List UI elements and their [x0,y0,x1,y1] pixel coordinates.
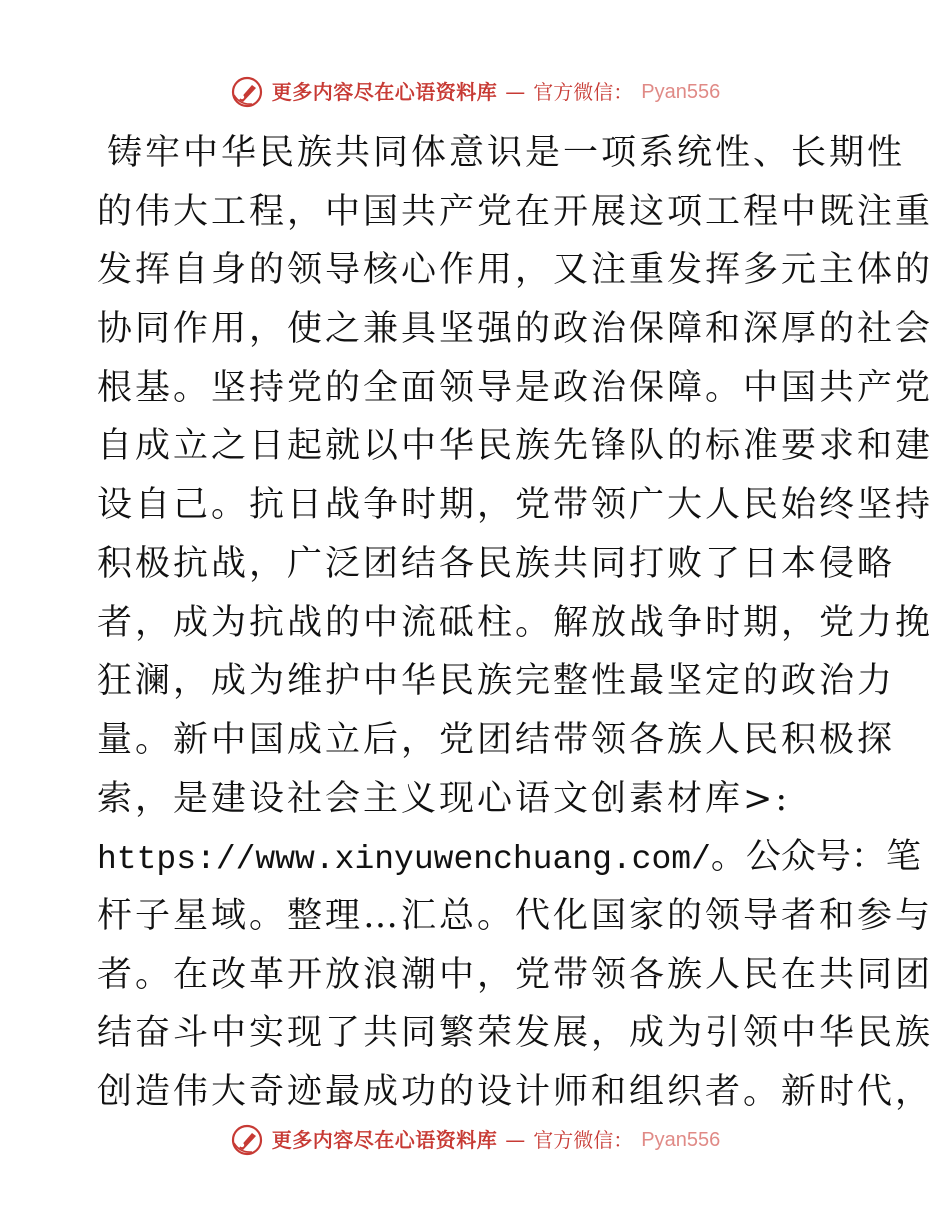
paragraph-line: 狂澜，成为维护中华民族完整性最坚定的政治力 [97,661,896,702]
paragraph-line: 自成立之日起就以中华民族先锋队的标准要求和建 [97,426,934,467]
header-watermark [0,72,950,112]
watermark-wechat-id: Pyan556 [641,1129,721,1151]
watermark-dash: — [505,80,526,104]
paragraph-line: 量。新中国成立后，党团结带领各族人民积极探 [97,719,896,760]
paragraph-line: 协同作用，使之兼具坚强的政治保障和深厚的社会 [97,309,934,350]
watermark-brand: 更多内容尽在心语资料库 [271,1128,498,1152]
footer-watermark [0,1120,950,1160]
paragraph-line: 者，成为抗战的中流砥柱。解放战争时期，党力挽 [97,602,934,643]
paragraph-line: 根基。坚持党的全面领导是政治保障。中国共产党 [97,367,934,408]
url-line-suffix: 。公众号：笔 [710,837,921,878]
paragraph-line: 设自己。抗日战争时期，党带领广大人民始终坚持 [97,485,934,526]
watermark-wechat-label: 官方微信： [533,80,634,104]
watermark-wechat-id: Pyan556 [641,81,721,103]
paragraph-line: 积极抗战，广泛团结各民族共同打败了日本侵略 [97,543,896,584]
watermark-wechat-label: 官方微信： [533,1128,634,1152]
pen-nib-logo-icon [230,1123,264,1157]
paragraph-line: 铸牢中华民族共同体意识是一项系统性、长期性 [107,133,906,173]
paragraph-url-line [97,828,921,887]
watermark-dash: — [505,1128,526,1152]
paragraph-line: 的伟大工程，中国共产党在开展这项工程中既注重 [97,191,934,232]
paragraph-line: 索，是建设社会主义现心语文创素材库>: [97,778,791,819]
paragraph-line: 发挥自身的领导核心作用，又注重发挥多元主体的 [97,250,934,291]
resource-url-link[interactable]: https://www.xinyuwenchuang.com/ [97,841,711,879]
watermark-brand: 更多内容尽在心语资料库 [271,80,498,104]
article-paragraph [97,124,934,1122]
paragraph-line: 创造伟大奇迹最成功的设计师和组织者。新时代， [97,1072,934,1112]
pen-nib-logo-icon [230,75,264,109]
paragraph-line: 者。在改革开放浪潮中，党带领各族人民在共同团 [97,954,934,995]
paragraph-line: 杆子星域。整理…汇总。代化国家的领导者和参与 [97,895,934,936]
paragraph-line: 结奋斗中实现了共同繁荣发展，成为引领中华民族 [97,1013,934,1054]
